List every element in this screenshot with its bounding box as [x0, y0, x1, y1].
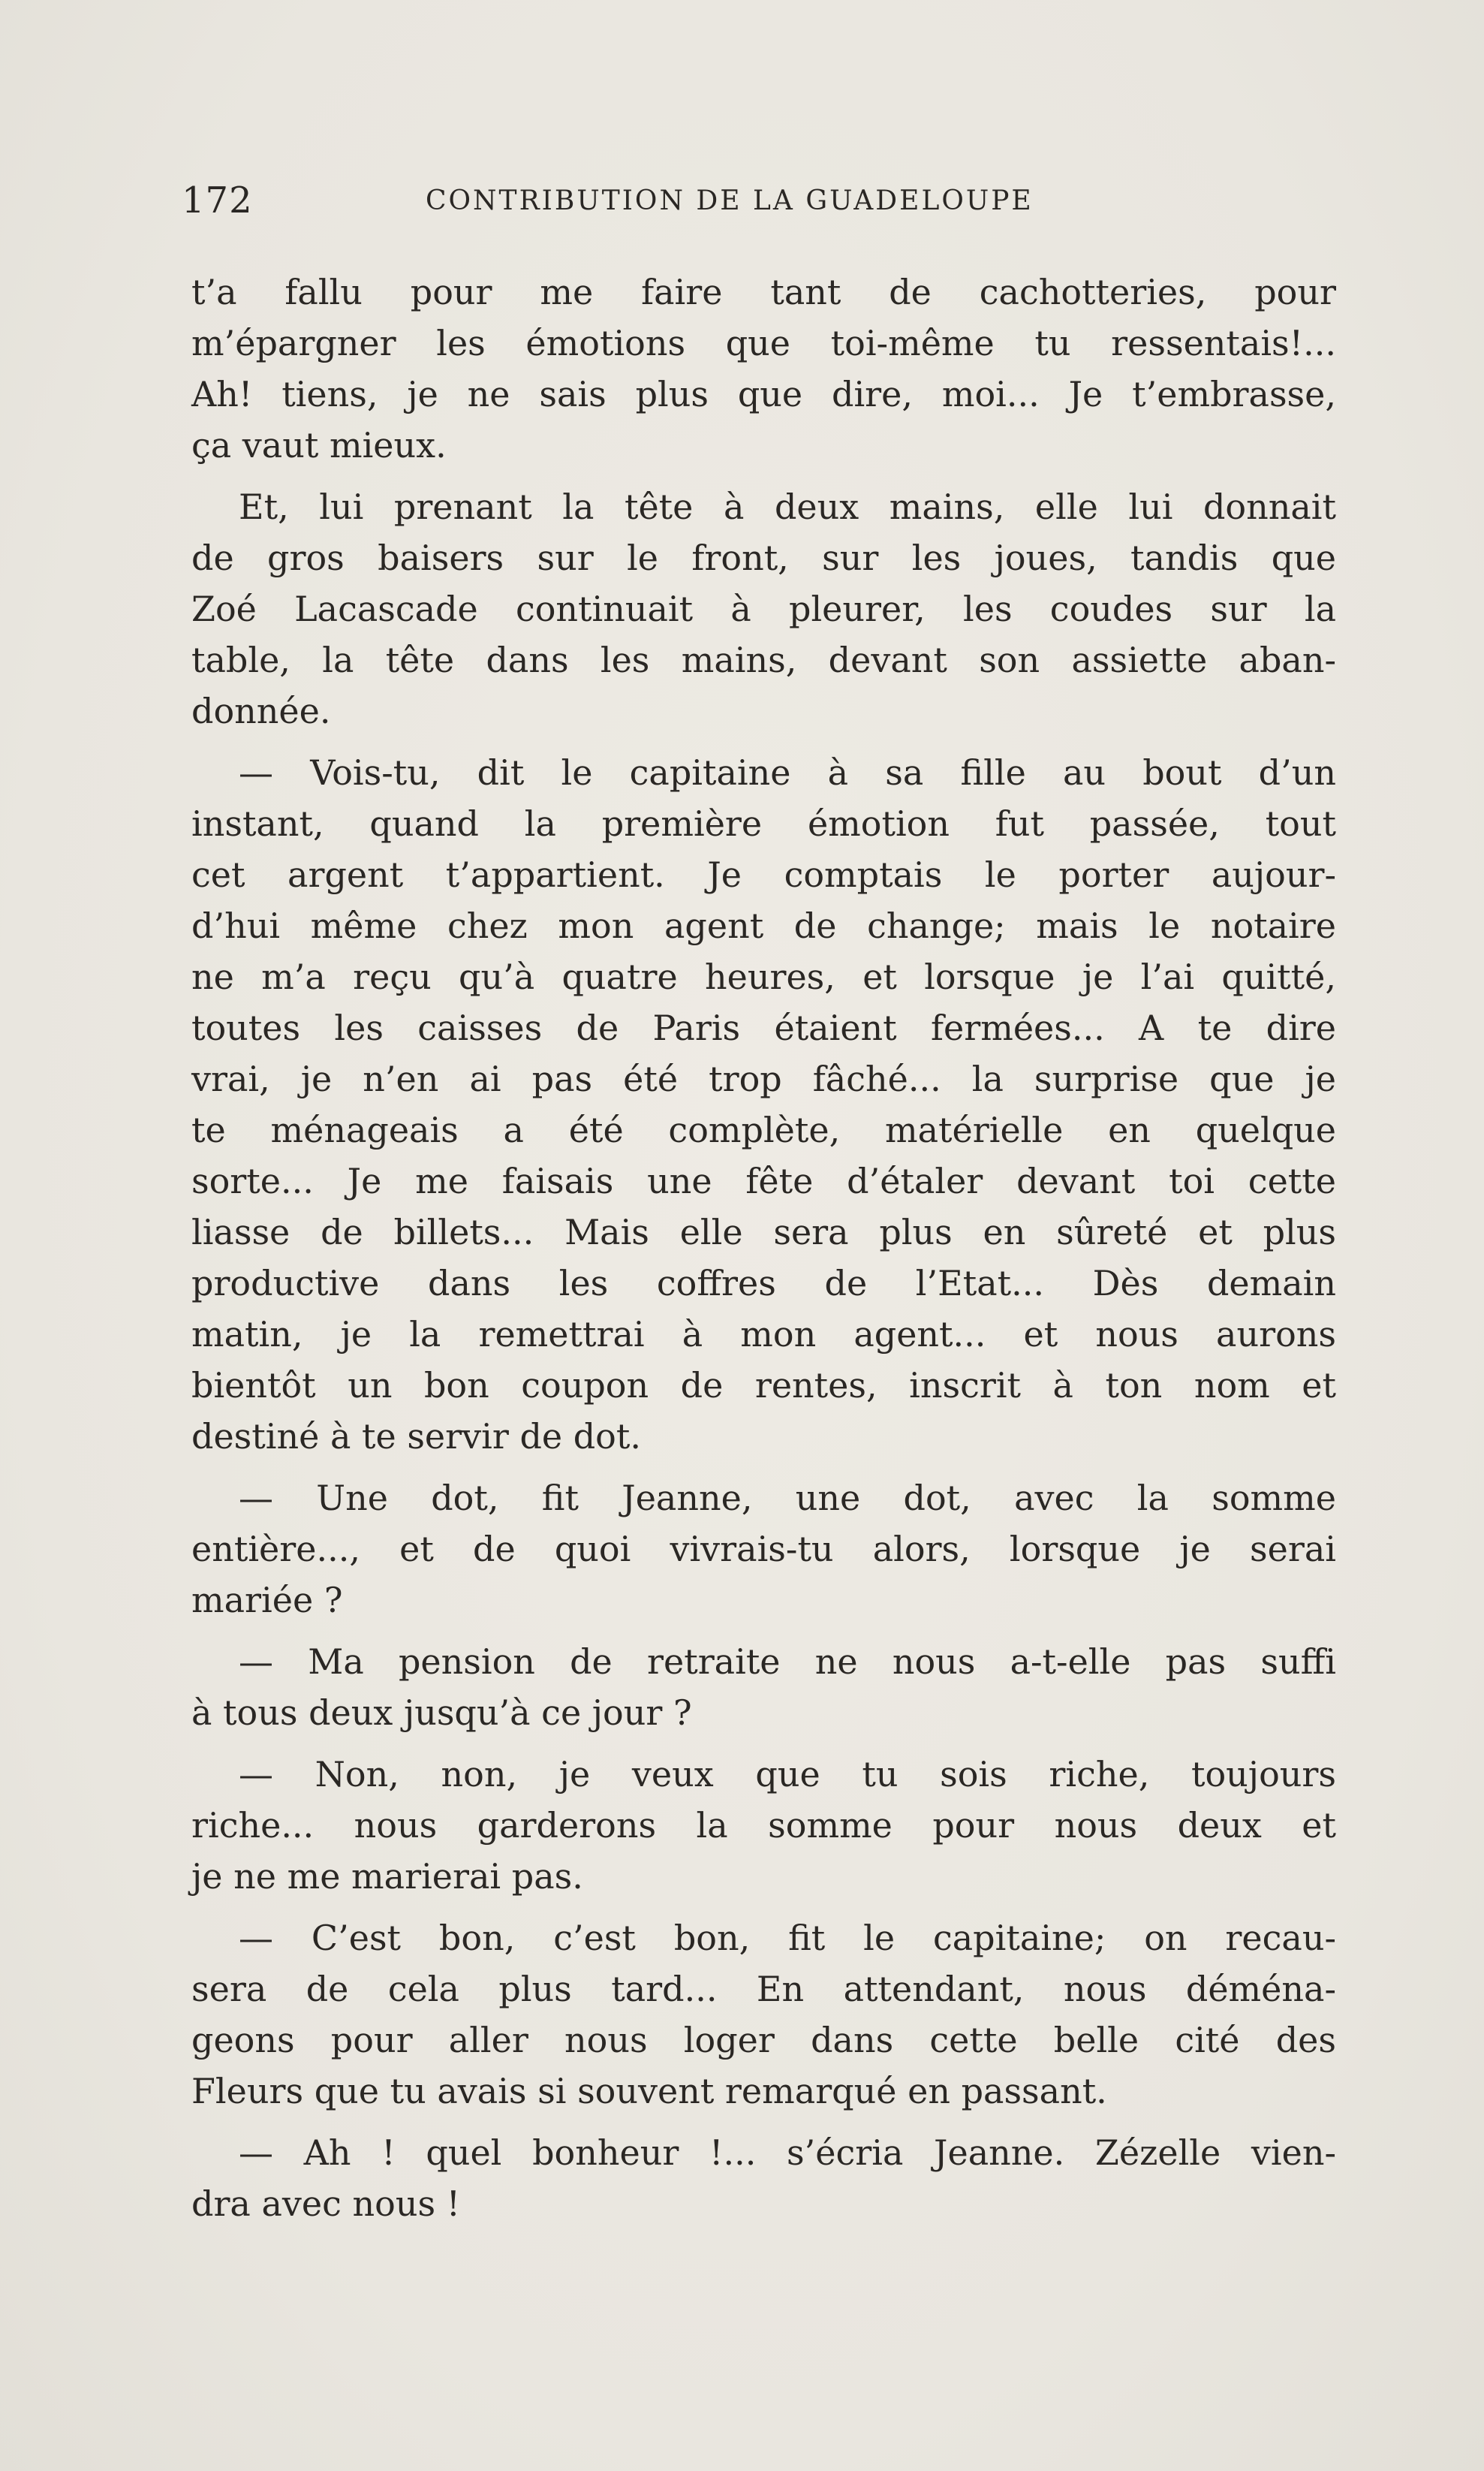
text-line: de gros baisers sur le front, sur les joues, tandis que [191, 538, 1336, 578]
text-line: riche... nous garderons la somme pour nous deux et [191, 1805, 1336, 1846]
paragraph [191, 1912, 1336, 2117]
text-line: entière..., et de quoi vivrais-tu alors, lorsque je serai [191, 1529, 1336, 1569]
text-line: je ne me marierai pas. [191, 1856, 583, 1897]
paragraph [191, 1472, 1336, 1626]
text-line: toutes les caisses de Paris étaient fermées... A te dire [191, 1008, 1336, 1048]
text-line: vrai, je n’en ai pas été trop fâché... la surprise que je [191, 1059, 1336, 1099]
text-line: — Ah ! quel bonheur !... s’écria Jeanne. Zézelle vien- [239, 2132, 1336, 2173]
text-line: — Ma pension de retraite ne nous a-t-elle pas suffi [239, 1641, 1336, 1682]
text-line: Et, lui prenant la tête à deux mains, elle lui donnait [239, 487, 1336, 527]
paragraph [191, 1636, 1336, 1738]
text-line: — Vois-tu, dit le capitaine à sa fille au bout d’un [239, 752, 1336, 793]
text-line: Zoé Lacascade continuait à pleurer, les coudes sur la [191, 589, 1336, 629]
text-line: mariée ? [191, 1580, 343, 1620]
text-line: instant, quand la première émotion fut passée, tout [191, 803, 1336, 844]
text-line: — Une dot, fit Jeanne, une dot, avec la somme [239, 1478, 1336, 1518]
text-line: sera de cela plus tard... En attendant, nous déména- [191, 1969, 1336, 2009]
text-line: ça vaut mieux. [191, 425, 447, 466]
text-line: destiné à te servir de dot. [191, 1416, 641, 1457]
text-line: dra avec nous ! [191, 2183, 461, 2224]
text-line: Fleurs que tu avais si souvent remarqué en passant. [191, 2071, 1107, 2111]
paragraph [191, 481, 1336, 737]
text-line: matin, je la remettrai à mon agent... et nous aurons [191, 1314, 1336, 1355]
paragraph [191, 2127, 1336, 2229]
running-head: CONTRIBUTION DE LA GUADELOUPE [426, 185, 1034, 216]
paragraph [191, 267, 1336, 471]
text-line: à tous deux jusqu’à ce jour ? [191, 1692, 692, 1733]
text-line: m’épargner les émotions que toi-même tu ressentais!... [191, 323, 1336, 363]
text-line: Ah! tiens, je ne sais plus que dire, moi... Je t’embrasse, [191, 374, 1336, 414]
text-line: — Non, non, je veux que tu sois riche, toujours [239, 1754, 1336, 1794]
body-text [191, 267, 1336, 2240]
text-line: productive dans les coffres de l’Etat... Dès demain [191, 1263, 1336, 1303]
text-line: d’hui même chez mon agent de change; mais le notaire [191, 906, 1336, 946]
text-line: cet argent t’appartient. Je comptais le porter aujour- [191, 854, 1336, 895]
text-line: t’a fallu pour me faire tant de cachotteries, pour [191, 272, 1336, 312]
text-line: liasse de billets... Mais elle sera plus en sûreté et plus [191, 1212, 1336, 1252]
text-line: donnée. [191, 691, 331, 731]
text-line: — C’est bon, c’est bon, fit le capitaine; on recau- [239, 1918, 1336, 1958]
paragraph [191, 1749, 1336, 1902]
text-line: bientôt un bon coupon de rentes, inscrit à ton nom et [191, 1365, 1336, 1406]
text-line: geons pour aller nous loger dans cette belle cité des [191, 2020, 1336, 2060]
text-line: te ménageais a été complète, matérielle en quelque [191, 1110, 1336, 1150]
page-header [182, 174, 1338, 227]
text-line: sorte... Je me faisais une fête d’étaler devant toi cette [191, 1161, 1336, 1201]
text-line: ne m’a reçu qu’à quatre heures, et lorsque je l’ai quitté, [191, 957, 1336, 997]
page-number: 172 [182, 179, 253, 221]
paragraph [191, 747, 1336, 1462]
text-line: table, la tête dans les mains, devant son assiette aban- [191, 640, 1336, 680]
